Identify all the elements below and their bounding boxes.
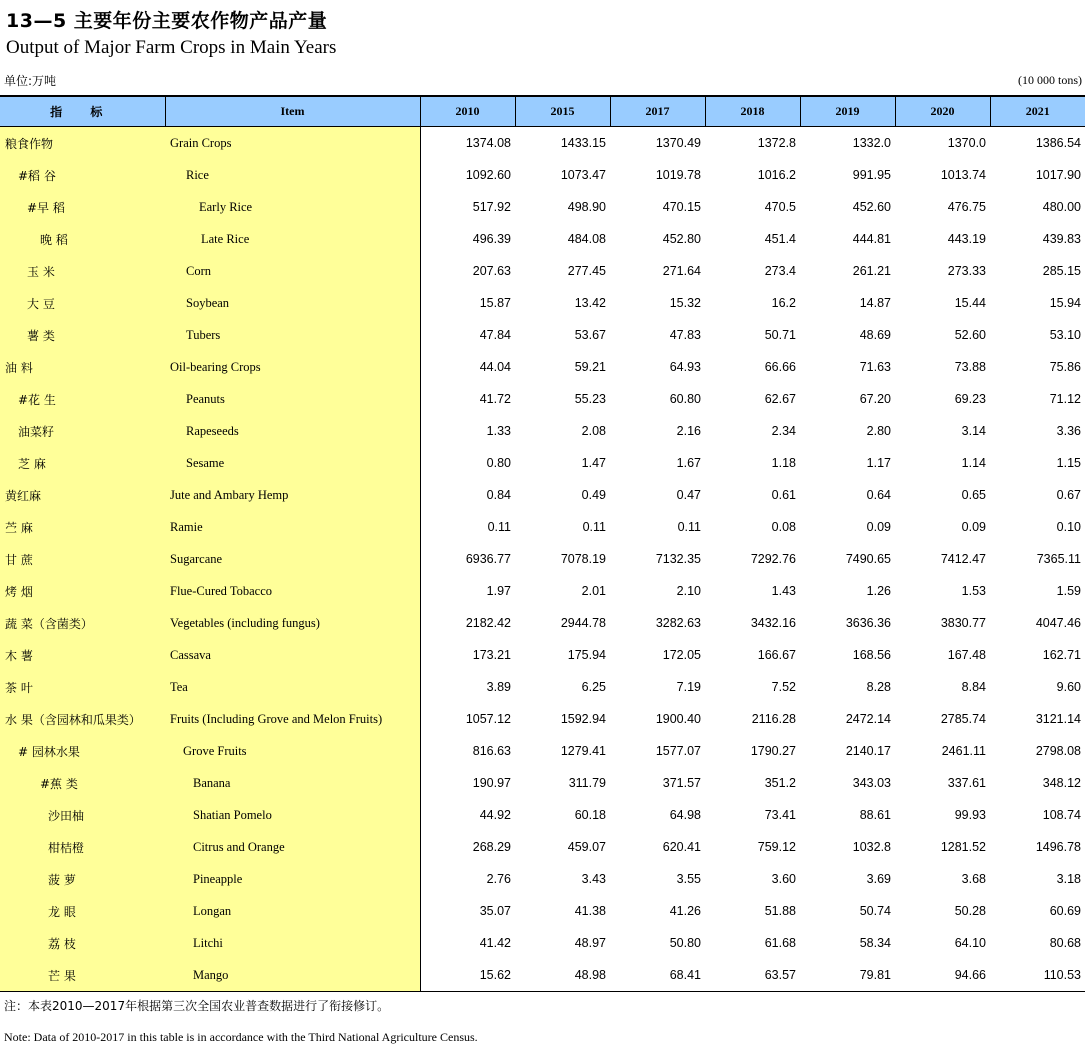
row-label-cn: 龙 眼 [0, 895, 165, 927]
value-cell: 58.34 [859, 936, 891, 950]
value-cell: 41.26 [669, 904, 701, 918]
value-cell: 73.88 [954, 360, 986, 374]
value-cell: 71.12 [1049, 392, 1081, 406]
value-cell: 0.47 [676, 488, 701, 502]
value-cell: 1032.8 [852, 840, 891, 854]
table-row [0, 703, 1085, 735]
value-cell: 55.23 [574, 392, 606, 406]
value-cell: 64.10 [954, 936, 986, 950]
value-cell: 1019.78 [655, 168, 701, 182]
value-cell: 47.84 [479, 328, 511, 342]
value-cell: 351.2 [764, 776, 796, 790]
value-cell: 48.69 [859, 328, 891, 342]
row-label-en: Sesame [165, 447, 420, 479]
value-cell: 337.61 [947, 776, 986, 790]
value-cell: 168.56 [852, 648, 891, 662]
row-label-cn: 油 料 [0, 351, 165, 383]
value-cell: 459.07 [567, 840, 606, 854]
value-cell: 1433.15 [560, 136, 606, 150]
table-row [0, 191, 1085, 223]
value-cell: 15.87 [479, 296, 511, 310]
table-row [0, 959, 1085, 992]
value-cell: 484.08 [567, 232, 606, 246]
table-row [0, 127, 1085, 160]
value-cell: 2182.42 [465, 616, 511, 630]
value-cell: 59.21 [574, 360, 606, 374]
value-cell: 7.52 [771, 680, 796, 694]
crop-output-table [0, 95, 1085, 992]
value-cell: 1016.2 [757, 168, 796, 182]
value-cell: 3.14 [961, 424, 986, 438]
row-label-cn: 茶 叶 [0, 671, 165, 703]
value-cell: 110.53 [990, 959, 1085, 992]
table-row [0, 223, 1085, 255]
value-cell: 68.41 [610, 959, 705, 992]
value-cell: 3636.36 [845, 616, 891, 630]
value-cell: 261.21 [852, 264, 891, 278]
row-label-en: Ramie [165, 511, 420, 543]
table-row [0, 159, 1085, 191]
value-cell: 3121.14 [1035, 712, 1081, 726]
row-label-cn: 大 豆 [0, 287, 165, 319]
row-label-cn: 油菜籽 [0, 415, 165, 447]
value-cell: 3.89 [486, 680, 511, 694]
table-row [0, 543, 1085, 575]
value-cell: 172.05 [662, 648, 701, 662]
row-label-en: Banana [165, 767, 420, 799]
value-cell: 1790.27 [750, 744, 796, 758]
value-cell: 41.72 [479, 392, 511, 406]
row-label-cn: 蔬 菜（含菌类） [0, 607, 165, 639]
row-label-en: Corn [165, 255, 420, 287]
value-cell: 41.38 [574, 904, 606, 918]
row-label-cn: #稻 谷 [0, 159, 165, 191]
footnote-english: Note: Data of 2010-2017 in this table is in accordance with the Third National Agriculture Census. [4, 1030, 478, 1044]
header-year: 2010 [420, 96, 515, 127]
value-cell: 166.67 [757, 648, 796, 662]
value-cell: 1386.54 [1035, 136, 1081, 150]
value-cell: 498.90 [567, 200, 606, 214]
value-cell: 1013.74 [940, 168, 986, 182]
value-cell: 1577.07 [655, 744, 701, 758]
row-label-en: Tubers [165, 319, 420, 351]
header-year: 2018 [705, 96, 800, 127]
value-cell: 0.11 [677, 520, 701, 534]
value-cell: 15.32 [669, 296, 701, 310]
value-cell: 991.95 [852, 168, 891, 182]
unit-label-chinese: 单位:万吨 [4, 74, 57, 88]
value-cell: 371.57 [662, 776, 701, 790]
row-label-cn: 苎 麻 [0, 511, 165, 543]
value-cell: 1900.40 [655, 712, 701, 726]
value-cell: 207.63 [472, 264, 511, 278]
row-label-en: Oil-bearing Crops [165, 351, 420, 383]
value-cell: 480.00 [1042, 200, 1081, 214]
value-cell: 0.11 [487, 520, 511, 534]
value-cell: 3830.77 [940, 616, 986, 630]
row-label-cn: 芒 果 [0, 959, 165, 992]
table-row [0, 735, 1085, 767]
row-label-en: Peanuts [165, 383, 420, 415]
value-cell: 4047.46 [1035, 616, 1081, 630]
value-cell: 277.45 [567, 264, 606, 278]
row-label-en: Grove Fruits [165, 735, 420, 767]
value-cell: 0.65 [961, 488, 986, 502]
page-title-english: Output of Major Farm Crops in Main Years [6, 37, 337, 58]
value-cell: 7490.65 [845, 552, 891, 566]
row-label-en: Early Rice [165, 191, 420, 223]
value-cell: 3.43 [581, 872, 606, 886]
value-cell: 80.68 [1049, 936, 1081, 950]
value-cell: 0.64 [866, 488, 891, 502]
value-cell: 35.07 [479, 904, 511, 918]
row-label-en: Rapeseeds [165, 415, 420, 447]
value-cell: 0.09 [866, 520, 891, 534]
value-cell: 15.44 [954, 296, 986, 310]
value-cell: 190.97 [472, 776, 511, 790]
row-label-en: Rice [165, 159, 420, 191]
row-label-cn: 木 薯 [0, 639, 165, 671]
value-cell: 439.83 [1042, 232, 1081, 246]
value-cell: 3432.16 [750, 616, 796, 630]
value-cell: 16.2 [771, 296, 796, 310]
page-title-chinese: 13—5 主要年份主要农作物产品产量 [6, 10, 328, 32]
value-cell: 285.15 [1042, 264, 1081, 278]
value-cell: 2140.17 [845, 744, 891, 758]
value-cell: 2472.14 [845, 712, 891, 726]
value-cell: 13.42 [574, 296, 606, 310]
value-cell: 1496.78 [1035, 840, 1081, 854]
header-year: 2021 [990, 96, 1085, 127]
value-cell: 470.5 [764, 200, 796, 214]
value-cell: 7078.19 [560, 552, 606, 566]
value-cell: 66.66 [764, 360, 796, 374]
table-row [0, 671, 1085, 703]
table-row [0, 799, 1085, 831]
value-cell: 0.61 [771, 488, 796, 502]
value-cell: 3.68 [961, 872, 986, 886]
header-year: 2020 [895, 96, 990, 127]
value-cell: 50.71 [764, 328, 796, 342]
table-row [0, 607, 1085, 639]
value-cell: 2.01 [581, 584, 606, 598]
value-cell: 343.03 [852, 776, 891, 790]
value-cell: 7.19 [676, 680, 701, 694]
value-cell: 1281.52 [940, 840, 986, 854]
value-cell: 311.79 [568, 776, 606, 790]
value-cell: 3.18 [1056, 872, 1081, 886]
value-cell: 41.42 [479, 936, 511, 950]
value-cell: 0.84 [486, 488, 511, 502]
value-cell: 2944.78 [560, 616, 606, 630]
table-row [0, 319, 1085, 351]
value-cell: 1370.49 [655, 136, 701, 150]
value-cell: 470.15 [662, 200, 701, 214]
value-cell: 3.36 [1056, 424, 1081, 438]
row-label-en: Sugarcane [165, 543, 420, 575]
value-cell: 47.83 [669, 328, 701, 342]
value-cell: 2798.08 [1035, 744, 1081, 758]
value-cell: 62.67 [764, 392, 796, 406]
value-cell: 44.04 [479, 360, 511, 374]
value-cell: 1372.8 [757, 136, 796, 150]
row-label-en: Jute and Ambary Hemp [165, 479, 420, 511]
row-label-en: Litchi [165, 927, 420, 959]
table-row [0, 351, 1085, 383]
table-row [0, 767, 1085, 799]
value-cell: 1.33 [486, 424, 511, 438]
value-cell: 517.92 [472, 200, 511, 214]
table-row [0, 927, 1085, 959]
row-label-cn: 沙田柚 [0, 799, 165, 831]
value-cell: 3282.63 [655, 616, 701, 630]
value-cell: 1592.94 [560, 712, 606, 726]
row-label-cn: # 园林水果 [0, 735, 165, 767]
value-cell: 61.68 [764, 936, 796, 950]
value-cell: 50.28 [954, 904, 986, 918]
table-row [0, 479, 1085, 511]
row-label-en: Mango [165, 959, 420, 992]
value-cell: 1332.0 [852, 136, 891, 150]
value-cell: 99.93 [954, 808, 986, 822]
value-cell: 8.28 [866, 680, 891, 694]
row-label-en: Tea [165, 671, 420, 703]
value-cell: 2.10 [676, 584, 701, 598]
value-cell: 88.61 [859, 808, 891, 822]
value-cell: 60.18 [574, 808, 606, 822]
row-label-cn: #蕉 类 [0, 767, 165, 799]
value-cell: 6936.77 [465, 552, 511, 566]
value-cell: 1.14 [961, 456, 986, 470]
value-cell: 816.63 [472, 744, 511, 758]
value-cell: 1370.0 [947, 136, 986, 150]
value-cell: 63.57 [705, 959, 800, 992]
table-row [0, 575, 1085, 607]
value-cell: 79.81 [800, 959, 895, 992]
footnote-chinese: 注：本表2010—2017年根据第三次全国农业普查数据进行了衔接修订。 [4, 999, 390, 1013]
row-label-cn: 菠 萝 [0, 863, 165, 895]
value-cell: 108.74 [1042, 808, 1081, 822]
value-cell: 53.67 [574, 328, 606, 342]
row-label-cn: 芝 麻 [0, 447, 165, 479]
value-cell: 94.66 [895, 959, 990, 992]
value-cell: 7292.76 [750, 552, 796, 566]
value-cell: 1.53 [961, 584, 986, 598]
value-cell: 162.71 [1042, 648, 1081, 662]
value-cell: 2.16 [676, 424, 701, 438]
value-cell: 1.67 [676, 456, 701, 470]
row-label-cn: #花 生 [0, 383, 165, 415]
value-cell: 1.17 [866, 456, 891, 470]
row-label-en: Longan [165, 895, 420, 927]
table-row [0, 255, 1085, 287]
value-cell: 51.88 [764, 904, 796, 918]
value-cell: 268.29 [472, 840, 511, 854]
value-cell: 271.64 [662, 264, 701, 278]
value-cell: 452.80 [662, 232, 701, 246]
value-cell: 1073.47 [560, 168, 606, 182]
value-cell: 2461.11 [941, 744, 986, 758]
value-cell: 3.69 [866, 872, 891, 886]
value-cell: 6.25 [581, 680, 606, 694]
header-item: Item [165, 96, 420, 127]
row-label-en: Fruits (Including Grove and Melon Fruits) [165, 703, 420, 735]
value-cell: 496.39 [472, 232, 511, 246]
value-cell: 3.60 [771, 872, 796, 886]
value-cell: 1092.60 [465, 168, 511, 182]
value-cell: 759.12 [757, 840, 796, 854]
value-cell: 1.18 [771, 456, 796, 470]
value-cell: 69.23 [954, 392, 986, 406]
value-cell: 0.80 [486, 456, 511, 470]
value-cell: 7132.35 [655, 552, 701, 566]
value-cell: 67.20 [859, 392, 891, 406]
value-cell: 1.43 [771, 584, 796, 598]
value-cell: 1.59 [1056, 584, 1081, 598]
row-label-cn: 粮食作物 [0, 127, 165, 160]
value-cell: 167.48 [947, 648, 986, 662]
table-row [0, 511, 1085, 543]
table-row [0, 287, 1085, 319]
row-label-cn: 水 果（含园林和瓜果类） [0, 703, 165, 735]
value-cell: 44.92 [479, 808, 511, 822]
value-cell: 1057.12 [465, 712, 511, 726]
row-label-cn: 玉 米 [0, 255, 165, 287]
value-cell: 0.10 [1056, 520, 1081, 534]
header-year: 2015 [515, 96, 610, 127]
table-row [0, 831, 1085, 863]
value-cell: 452.60 [852, 200, 891, 214]
row-label-en: Late Rice [165, 223, 420, 255]
value-cell: 0.09 [961, 520, 986, 534]
value-cell: 443.19 [947, 232, 986, 246]
value-cell: 175.94 [567, 648, 606, 662]
row-label-cn: #早 稻 [0, 191, 165, 223]
row-label-cn: 薯 类 [0, 319, 165, 351]
value-cell: 15.62 [420, 959, 515, 992]
value-cell: 1374.08 [465, 136, 511, 150]
value-cell: 1017.90 [1035, 168, 1081, 182]
table-row [0, 863, 1085, 895]
value-cell: 273.33 [947, 264, 986, 278]
value-cell: 0.11 [582, 520, 606, 534]
value-cell: 60.69 [1049, 904, 1081, 918]
value-cell: 52.60 [954, 328, 986, 342]
value-cell: 75.86 [1049, 360, 1081, 374]
value-cell: 2.80 [866, 424, 891, 438]
value-cell: 476.75 [947, 200, 986, 214]
row-label-en: Citrus and Orange [165, 831, 420, 863]
value-cell: 1.26 [866, 584, 891, 598]
value-cell: 53.10 [1049, 328, 1081, 342]
value-cell: 8.84 [961, 680, 986, 694]
value-cell: 60.80 [669, 392, 701, 406]
value-cell: 15.94 [1049, 296, 1081, 310]
table-row [0, 383, 1085, 415]
value-cell: 0.08 [771, 520, 796, 534]
value-cell: 73.41 [764, 808, 796, 822]
table-row [0, 639, 1085, 671]
value-cell: 50.80 [669, 936, 701, 950]
value-cell: 2.34 [771, 424, 796, 438]
value-cell: 0.49 [581, 488, 606, 502]
value-cell: 273.4 [764, 264, 796, 278]
value-cell: 173.21 [472, 648, 511, 662]
table-row [0, 415, 1085, 447]
row-label-en: Flue-Cured Tobacco [165, 575, 420, 607]
header-indicator-cn: 指 标 [0, 96, 165, 127]
value-cell: 64.98 [669, 808, 701, 822]
table-row [0, 447, 1085, 479]
row-label-cn: 黄红麻 [0, 479, 165, 511]
value-cell: 348.12 [1042, 776, 1081, 790]
header-year: 2019 [800, 96, 895, 127]
value-cell: 2116.28 [751, 712, 796, 726]
value-cell: 48.97 [574, 936, 606, 950]
value-cell: 9.60 [1056, 680, 1081, 694]
value-cell: 48.98 [515, 959, 610, 992]
value-cell: 2.76 [486, 872, 511, 886]
value-cell: 1279.41 [560, 744, 606, 758]
row-label-en: Grain Crops [165, 127, 420, 160]
row-label-en: Shatian Pomelo [165, 799, 420, 831]
value-cell: 451.4 [764, 232, 796, 246]
value-cell: 444.81 [852, 232, 891, 246]
value-cell: 50.74 [859, 904, 891, 918]
row-label-cn: 烤 烟 [0, 575, 165, 607]
value-cell: 2.08 [581, 424, 606, 438]
header-year: 2017 [610, 96, 705, 127]
value-cell: 1.97 [486, 584, 511, 598]
row-label-cn: 荔 枝 [0, 927, 165, 959]
row-label-cn: 晚 稻 [0, 223, 165, 255]
value-cell: 3.55 [676, 872, 701, 886]
row-label-en: Soybean [165, 287, 420, 319]
value-cell: 620.41 [662, 840, 701, 854]
value-cell: 1.15 [1056, 456, 1081, 470]
row-label-en: Pineapple [165, 863, 420, 895]
table-row [0, 895, 1085, 927]
row-label-cn: 柑桔橙 [0, 831, 165, 863]
value-cell: 2785.74 [940, 712, 986, 726]
value-cell: 1.47 [581, 456, 606, 470]
value-cell: 0.67 [1056, 488, 1081, 502]
value-cell: 14.87 [859, 296, 891, 310]
value-cell: 64.93 [669, 360, 701, 374]
unit-label-english: (10 000 tons) [1018, 73, 1082, 87]
value-cell: 7365.11 [1036, 552, 1081, 566]
value-cell: 7412.47 [940, 552, 986, 566]
row-label-en: Cassava [165, 639, 420, 671]
table-header-row [0, 96, 1085, 127]
row-label-cn: 甘 蔗 [0, 543, 165, 575]
row-label-en: Vegetables (including fungus) [165, 607, 420, 639]
value-cell: 71.63 [859, 360, 891, 374]
